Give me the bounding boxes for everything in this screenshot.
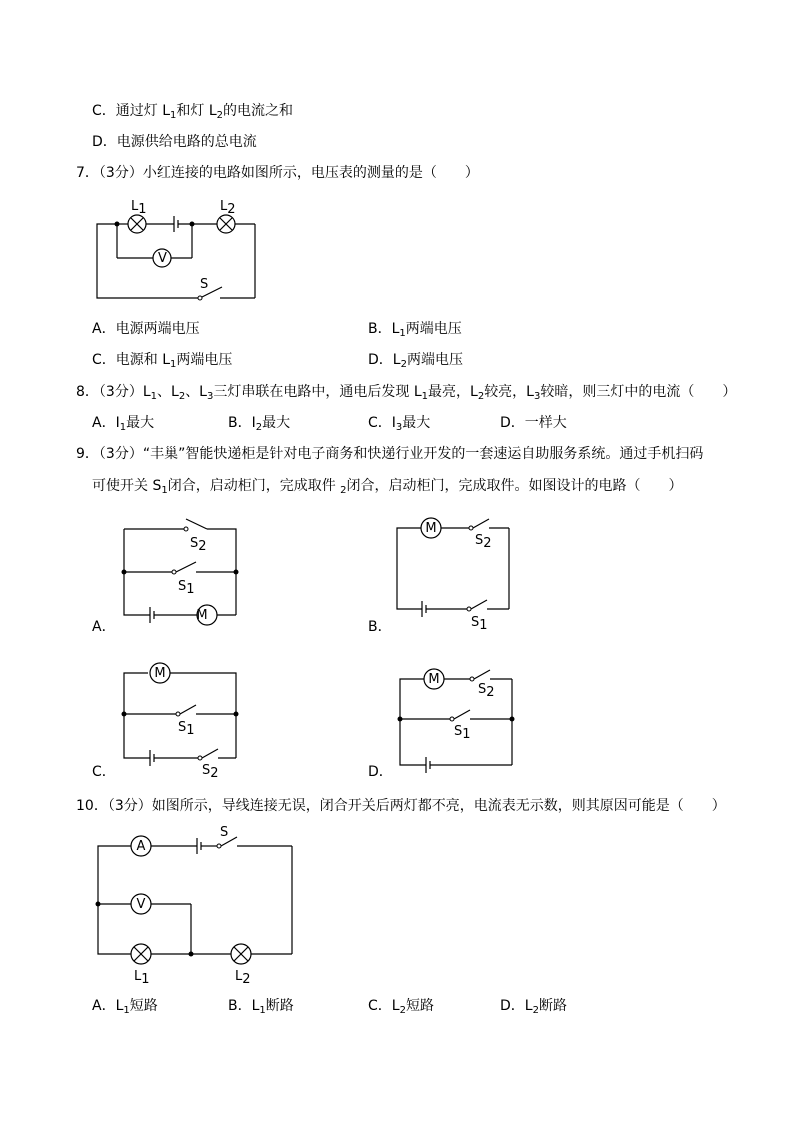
q9-stem-line1: 9．（3分）“丰巢”智能快递柜是针对电子商务和快递行业开发的一套速运自助服务系统。通过手机扫码 xyxy=(76,446,704,462)
q7-circuit-diagram xyxy=(80,190,280,305)
q7-option-b: B．$L_1$两端电压 xyxy=(368,321,462,339)
q7-v-label: V xyxy=(158,251,167,266)
q8-option-b: B．$I_2$最大 xyxy=(228,415,291,433)
q10-option-d: D．$L_2$断路 xyxy=(500,998,567,1016)
q9c-m-label: M xyxy=(154,666,166,681)
q8-option-a: A．$I_1$最大 xyxy=(92,415,155,433)
q6-option-d: D．电源供给电路的总电流 xyxy=(92,134,257,150)
q9a-s1-label: S1 xyxy=(178,579,195,597)
q7-stem: 7．（3分）小红连接的电路如图所示，电压表的测量的是（ ） xyxy=(76,165,479,181)
q8-option-c: C．$I_3$最大 xyxy=(368,415,431,433)
q10-stem: 10．（3分）如图所示，导线连接无误，闭合开关后两灯都不亮，电流表无示数，则其原因可能是（ ） xyxy=(76,798,726,814)
q7-option-d: D．$L_2$两端电压 xyxy=(368,352,463,370)
q9d-s2-label: S2 xyxy=(478,682,495,700)
q7-option-a: A．电源两端电压 xyxy=(92,321,200,337)
q9b-s2-label: S2 xyxy=(475,533,492,551)
q9d-m-label: M xyxy=(428,672,440,687)
q9b-m-label: M xyxy=(425,521,437,536)
q9a-m-label: M xyxy=(196,608,208,623)
q7-l1-label: L1 xyxy=(131,199,147,217)
q10-circuit-diagram xyxy=(85,822,300,987)
q9-option-b: B． xyxy=(368,619,392,635)
q9-option-a: A． xyxy=(92,619,116,635)
q9-circuit-d xyxy=(388,665,528,780)
q9a-s2-label: S2 xyxy=(190,536,207,554)
q9-stem-line2: 可使开关 $S_1$闭合，启动柜门，完成取件 $_2$闭合，启动柜门，完成取件。如图设计的电路（ ） xyxy=(92,478,683,496)
q7-option-c: C．电源和 $L_1$两端电压 xyxy=(92,352,233,370)
q10-a-label: A xyxy=(136,839,146,854)
q8-option-d: D．一样大 xyxy=(500,415,567,431)
q9-option-d: D． xyxy=(368,764,393,780)
q9-circuit-b xyxy=(385,512,525,632)
q9d-s1-label: S1 xyxy=(454,724,471,742)
q9c-s1-label: S1 xyxy=(178,720,195,738)
q9b-s1-label: S1 xyxy=(471,615,488,633)
q7-s-label: S xyxy=(200,277,209,292)
q9-circuit-a xyxy=(112,515,252,630)
q10-option-a: A．$L_1$短路 xyxy=(92,998,158,1016)
q7-l2-label: L2 xyxy=(220,199,236,217)
q10-s-label: S xyxy=(220,825,229,840)
q10-option-c: C．$L_2$短路 xyxy=(368,998,434,1016)
q10-v-label: V xyxy=(136,897,146,912)
q9-option-c: C． xyxy=(92,764,116,780)
q9-circuit-c xyxy=(112,658,252,781)
q10-option-b: B．$L_1$断路 xyxy=(228,998,294,1016)
q10-l2-label: L2 xyxy=(235,969,251,987)
q10-l1-label: L1 xyxy=(134,969,150,987)
q6-option-c: C．通过灯 $L_1$和灯 $L_2$的电流之和 xyxy=(92,103,294,121)
q8-stem: 8．（3分）$L_1$、$L_2$、$L_3$三灯串联在电路中，通电后发现 $L_1$最亮，$L_2$较亮，$L_3$较暗，则三灯中的电流（ ） xyxy=(76,384,737,402)
q9c-s2-label: S2 xyxy=(202,763,219,781)
